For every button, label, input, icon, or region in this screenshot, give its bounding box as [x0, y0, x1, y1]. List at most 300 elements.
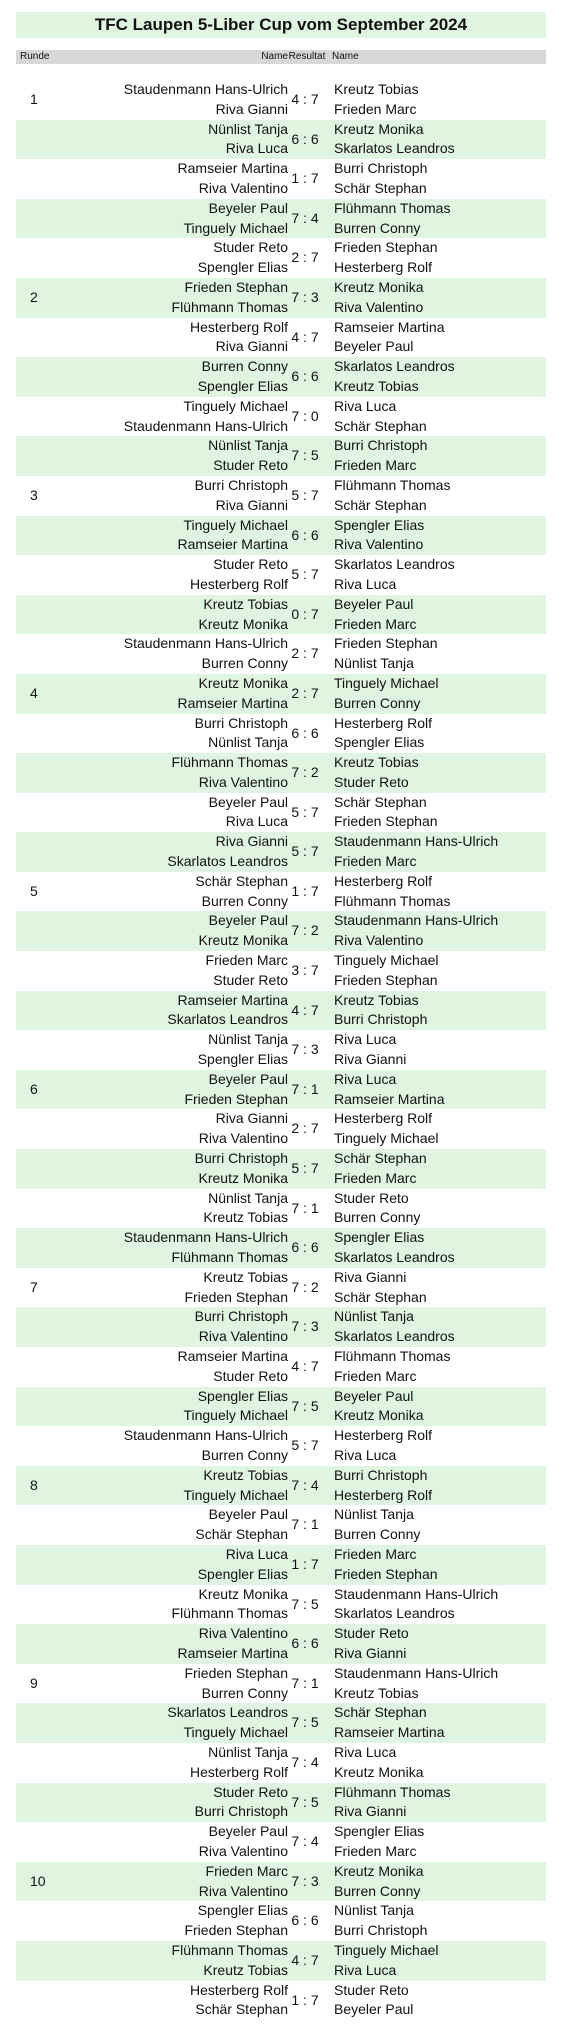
away-player-2: Riva Valentino	[334, 536, 424, 553]
away-player-2: Schär Stephan	[334, 179, 427, 196]
match-row	[16, 80, 546, 120]
match-row	[16, 436, 546, 476]
away-player-1: Nünlist Tanja	[334, 1902, 414, 1919]
away-player-2: Frieden Stephan	[334, 1565, 438, 1582]
round-number: 10	[30, 1872, 46, 1889]
away-player-1: Flühmann Thomas	[334, 1783, 451, 1800]
match-score: 7 : 0	[291, 407, 319, 424]
match-score: 2 : 7	[291, 645, 319, 662]
home-player-2: Nünlist Tanja	[208, 734, 288, 751]
away-player-1: Hesterberg Rolf	[334, 872, 433, 889]
match-score: 7 : 3	[291, 288, 319, 305]
home-player-2: Riva Luca	[225, 813, 288, 830]
match-row	[16, 911, 546, 951]
away-player-1: Studer Reto	[334, 1189, 409, 1206]
match-row	[16, 674, 546, 714]
away-player-1: Spengler Elias	[334, 1229, 425, 1246]
match-row	[16, 1941, 546, 1981]
away-player-1: Kreutz Monika	[334, 278, 424, 295]
away-player-2: Burren Conny	[334, 694, 421, 711]
match-score: 7 : 3	[291, 1872, 319, 1889]
match-row	[16, 1981, 546, 2021]
home-player-1: Burri Christoph	[194, 476, 288, 493]
away-player-2: Kreutz Monika	[334, 1763, 424, 1780]
away-player-2: Nünlist Tanja	[334, 655, 414, 672]
away-player-1: Kreutz Tobias	[334, 991, 419, 1008]
match-score: 4 : 7	[291, 91, 319, 107]
match-row	[16, 1505, 546, 1545]
home-player-1: Ramseier Martina	[177, 160, 288, 177]
away-player-1: Burri Christoph	[334, 437, 428, 454]
away-player-2: Riva Luca	[334, 1446, 397, 1463]
match-score: 5 : 7	[291, 803, 319, 820]
match-row	[16, 1664, 546, 1704]
match-score: 7 : 2	[291, 764, 319, 781]
away-player-2: Frieden Marc	[334, 1367, 417, 1384]
away-player-1: Flühmann Thomas	[334, 476, 451, 493]
home-player-2: Staudenmann Hans-Ulrich	[123, 417, 288, 434]
home-player-2: Burren Conny	[201, 892, 288, 909]
match-score: 6 : 6	[291, 1635, 319, 1652]
away-player-2: Riva Gianni	[334, 1051, 407, 1068]
home-player-2: Riva Valentino	[198, 179, 288, 196]
home-player-1: Nünlist Tanja	[208, 1031, 288, 1048]
match-score: 5 : 7	[291, 566, 319, 583]
home-player-1: Frieden Stephan	[184, 278, 288, 295]
away-player-2: Burren Conny	[334, 219, 421, 236]
away-player-2: Burren Conny	[334, 1526, 421, 1543]
away-player-2: Ramseier Martina	[334, 1090, 445, 1107]
home-player-2: Frieden Stephan	[184, 1922, 288, 1939]
match-score: 7 : 5	[291, 1793, 319, 1810]
match-row	[16, 634, 546, 674]
home-player-2: Skarlatos Leandros	[167, 853, 288, 870]
away-player-1: Nünlist Tanja	[334, 1308, 414, 1325]
home-player-1: Riva Gianni	[215, 1110, 288, 1127]
home-player-1: Skarlatos Leandros	[167, 1704, 288, 1721]
match-row	[16, 120, 546, 160]
away-player-1: Nünlist Tanja	[334, 1506, 414, 1523]
match-score: 7 : 5	[291, 1714, 319, 1731]
home-player-1: Nünlist Tanja	[208, 1743, 288, 1760]
match-score: 2 : 7	[291, 1120, 319, 1137]
home-player-2: Riva Luca	[225, 140, 288, 157]
match-score: 6 : 6	[291, 1912, 319, 1929]
away-player-1: Spengler Elias	[334, 516, 425, 533]
home-player-2: Studer Reto	[213, 971, 288, 988]
away-player-1: Kreutz Monika	[334, 1862, 424, 1879]
match-score: 7 : 1	[291, 1674, 319, 1691]
match-score: 7 : 4	[291, 1476, 319, 1493]
match-score: 0 : 7	[291, 605, 319, 622]
away-player-2: Burren Conny	[334, 1209, 421, 1226]
home-player-2: Studer Reto	[213, 457, 288, 474]
match-score: 6 : 6	[291, 724, 319, 741]
away-player-1: Skarlatos Leandros	[334, 556, 455, 573]
match-score: 1 : 7	[291, 882, 319, 899]
home-player-1: Frieden Marc	[205, 952, 288, 969]
away-player-1: Studer Reto	[334, 1981, 409, 1998]
away-player-2: Tinguely Michael	[334, 1130, 439, 1147]
away-player-2: Beyeler Paul	[334, 338, 414, 355]
match-score: 5 : 7	[291, 1437, 319, 1454]
match-row	[16, 1149, 546, 1189]
away-player-1: Kreutz Tobias	[334, 754, 419, 771]
home-player-1: Nünlist Tanja	[208, 437, 288, 454]
match-score: 2 : 7	[291, 249, 319, 266]
home-player-1: Spengler Elias	[197, 1902, 288, 1919]
away-player-2: Schär Stephan	[334, 496, 427, 513]
match-score: 1 : 7	[291, 170, 319, 187]
match-row	[16, 159, 546, 199]
home-player-2: Spengler Elias	[197, 259, 288, 276]
home-player-2: Flühmann Thomas	[171, 1605, 288, 1622]
home-player-2: Riva Gianni	[215, 100, 288, 117]
home-player-2: Studer Reto	[213, 1367, 288, 1384]
home-player-1: Staudenmann Hans-Ulrich	[123, 635, 288, 652]
home-player-2: Tinguely Michael	[183, 1724, 288, 1741]
away-player-2: Riva Gianni	[334, 1803, 407, 1820]
match-row	[16, 1189, 546, 1229]
away-player-1: Beyeler Paul	[334, 595, 414, 612]
page-title: TFC Laupen 5-Liber Cup vom September 2024	[16, 12, 546, 38]
home-player-2: Spengler Elias	[197, 1565, 288, 1582]
home-player-2: Riva Valentino	[198, 1328, 288, 1345]
match-score: 7 : 1	[291, 1516, 319, 1533]
match-row	[16, 1070, 546, 1110]
away-player-1: Riva Luca	[334, 1743, 397, 1760]
home-player-1: Beyeler Paul	[208, 1823, 288, 1840]
match-score: 7 : 5	[291, 447, 319, 464]
away-player-1: Frieden Stephan	[334, 635, 438, 652]
table-header	[16, 50, 546, 64]
home-player-1: Staudenmann Hans-Ulrich	[123, 81, 288, 97]
away-player-1: Kreutz Tobias	[334, 81, 419, 97]
away-player-2: Burri Christoph	[334, 1922, 428, 1939]
home-player-1: Schär Stephan	[195, 872, 288, 889]
away-player-2: Frieden Marc	[334, 1842, 417, 1859]
away-player-2: Burren Conny	[334, 1882, 421, 1899]
match-row	[16, 1703, 546, 1743]
home-player-2: Ramseier Martina	[177, 1644, 288, 1661]
away-player-1: Schär Stephan	[334, 793, 427, 810]
match-row	[16, 1624, 546, 1664]
home-player-2: Schär Stephan	[195, 2001, 288, 2018]
away-player-2: Riva Luca	[334, 575, 397, 592]
round-number: 8	[30, 1476, 38, 1493]
away-player-1: Hesterberg Rolf	[334, 1427, 433, 1444]
home-player-2: Hesterberg Rolf	[189, 1763, 288, 1780]
away-player-2: Spengler Elias	[334, 734, 425, 751]
away-player-1: Riva Luca	[334, 1070, 397, 1087]
header-name-right: Name	[332, 51, 359, 62]
round-number: 5	[30, 882, 38, 899]
home-player-2: Ramseier Martina	[177, 536, 288, 553]
match-row	[16, 199, 546, 239]
home-player-1: Frieden Marc	[205, 1862, 288, 1879]
match-score: 7 : 1	[291, 1080, 319, 1097]
match-score: 4 : 7	[291, 1951, 319, 1968]
match-score: 6 : 6	[291, 368, 319, 385]
home-player-1: Hesterberg Rolf	[189, 318, 288, 335]
match-score: 4 : 7	[291, 1358, 319, 1374]
home-player-1: Tinguely Michael	[183, 516, 288, 533]
match-row	[16, 1585, 546, 1625]
home-player-2: Riva Valentino	[198, 1882, 288, 1899]
match-row	[16, 1545, 546, 1585]
away-player-1: Tinguely Michael	[334, 952, 439, 969]
home-player-2: Kreutz Monika	[198, 932, 288, 949]
away-player-1: Flühmann Thomas	[334, 199, 451, 216]
home-player-1: Riva Gianni	[215, 833, 288, 850]
away-player-1: Tinguely Michael	[334, 674, 439, 691]
away-player-2: Riva Gianni	[334, 1644, 407, 1661]
match-row	[16, 476, 546, 516]
home-player-1: Studer Reto	[213, 239, 288, 256]
away-player-2: Frieden Marc	[334, 100, 417, 117]
away-player-1: Hesterberg Rolf	[334, 714, 433, 731]
away-player-1: Riva Luca	[334, 397, 397, 414]
home-player-2: Hesterberg Rolf	[189, 575, 288, 592]
away-player-1: Flühmann Thomas	[334, 1348, 451, 1364]
match-row	[16, 516, 546, 556]
match-row	[16, 1307, 546, 1347]
match-score: 5 : 7	[291, 843, 319, 860]
home-player-1: Burri Christoph	[194, 1150, 288, 1167]
match-row	[16, 753, 546, 793]
match-list	[16, 80, 546, 2020]
match-row	[16, 318, 546, 358]
away-player-1: Burri Christoph	[334, 1466, 428, 1483]
home-player-2: Tinguely Michael	[183, 1486, 288, 1503]
round-number: 3	[30, 486, 38, 503]
home-player-2: Riva Valentino	[198, 1842, 288, 1859]
home-player-1: Studer Reto	[213, 556, 288, 573]
match-score: 2 : 7	[291, 684, 319, 701]
home-player-2: Ramseier Martina	[177, 694, 288, 711]
round-number: 1	[30, 91, 38, 107]
away-player-2: Skarlatos Leandros	[334, 1249, 455, 1266]
match-row	[16, 1030, 546, 1070]
away-player-1: Tinguely Michael	[334, 1941, 439, 1958]
home-player-1: Tinguely Michael	[183, 397, 288, 414]
home-player-2: Schär Stephan	[195, 1526, 288, 1543]
match-score: 7 : 2	[291, 922, 319, 939]
away-player-2: Hesterberg Rolf	[334, 259, 433, 276]
match-score: 7 : 4	[291, 1753, 319, 1770]
home-player-2: Riva Gianni	[215, 338, 288, 355]
match-score: 1 : 7	[291, 1991, 319, 2008]
away-player-2: Schär Stephan	[334, 1288, 427, 1305]
away-player-2: Skarlatos Leandros	[334, 1605, 455, 1622]
home-player-1: Beyeler Paul	[208, 793, 288, 810]
away-player-1: Ramseier Martina	[334, 318, 445, 335]
away-player-2: Burri Christoph	[334, 1011, 428, 1028]
home-player-2: Skarlatos Leandros	[167, 1011, 288, 1028]
away-player-1: Riva Gianni	[334, 1268, 407, 1285]
match-row	[16, 278, 546, 318]
away-player-1: Beyeler Paul	[334, 1387, 414, 1404]
match-row	[16, 1347, 546, 1387]
match-score: 7 : 3	[291, 1041, 319, 1058]
home-player-2: Tinguely Michael	[183, 219, 288, 236]
match-row	[16, 1109, 546, 1149]
away-player-1: Frieden Marc	[334, 1545, 417, 1562]
match-score: 7 : 4	[291, 1833, 319, 1850]
match-row	[16, 1426, 546, 1466]
match-row	[16, 1268, 546, 1308]
match-row	[16, 793, 546, 833]
match-score: 7 : 2	[291, 1278, 319, 1295]
match-row	[16, 595, 546, 635]
home-player-2: Riva Gianni	[215, 496, 288, 513]
home-player-1: Beyeler Paul	[208, 1506, 288, 1523]
home-player-2: Kreutz Monika	[198, 615, 288, 632]
away-player-1: Staudenmann Hans-Ulrich	[334, 912, 499, 929]
home-player-1: Flühmann Thomas	[171, 754, 288, 771]
away-player-1: Hesterberg Rolf	[334, 1110, 433, 1127]
home-player-1: Ramseier Martina	[177, 991, 288, 1008]
match-row	[16, 872, 546, 912]
match-row	[16, 1466, 546, 1506]
home-player-2: Frieden Stephan	[184, 1288, 288, 1305]
away-player-2: Ramseier Martina	[334, 1724, 445, 1741]
home-player-1: Staudenmann Hans-Ulrich	[123, 1229, 288, 1246]
away-player-2: Beyeler Paul	[334, 2001, 414, 2018]
home-player-2: Kreutz Monika	[198, 1169, 288, 1186]
away-player-1: Staudenmann Hans-Ulrich	[334, 833, 499, 850]
home-player-1: Kreutz Tobias	[203, 1466, 288, 1483]
away-player-1: Schär Stephan	[334, 1704, 427, 1721]
away-player-1: Studer Reto	[334, 1625, 409, 1642]
match-row	[16, 832, 546, 872]
away-player-2: Kreutz Monika	[334, 1407, 424, 1424]
match-score: 7 : 4	[291, 209, 319, 226]
home-player-1: Beyeler Paul	[208, 912, 288, 929]
home-player-1: Kreutz Monika	[198, 1585, 288, 1602]
away-player-2: Skarlatos Leandros	[334, 1328, 455, 1345]
away-player-1: Frieden Stephan	[334, 239, 438, 256]
home-player-1: Kreutz Tobias	[203, 595, 288, 612]
home-player-1: Beyeler Paul	[208, 1070, 288, 1087]
away-player-2: Riva Valentino	[334, 932, 424, 949]
match-score: 4 : 7	[291, 328, 319, 345]
match-row	[16, 991, 546, 1031]
match-row	[16, 1783, 546, 1823]
header-runde: Runde	[20, 51, 50, 62]
round-number: 6	[30, 1080, 38, 1097]
match-row	[16, 1901, 546, 1941]
away-player-2: Riva Valentino	[334, 298, 424, 315]
home-player-1: Nünlist Tanja	[208, 1189, 288, 1206]
away-player-1: Riva Luca	[334, 1031, 397, 1048]
round-number: 2	[30, 288, 38, 305]
away-player-2: Skarlatos Leandros	[334, 140, 455, 157]
match-score: 5 : 7	[291, 1160, 319, 1177]
home-player-1: Riva Luca	[225, 1545, 288, 1562]
home-player-2: Tinguely Michael	[183, 1407, 288, 1424]
home-player-1: Kreutz Monika	[198, 674, 288, 691]
home-player-2: Spengler Elias	[197, 1051, 288, 1068]
header-name-left: Name	[261, 51, 288, 62]
home-player-2: Riva Valentino	[198, 1130, 288, 1147]
match-row	[16, 1862, 546, 1902]
home-player-2: Burri Christoph	[194, 1803, 288, 1820]
away-player-2: Frieden Marc	[334, 615, 417, 632]
away-player-2: Frieden Marc	[334, 1169, 417, 1186]
match-row	[16, 555, 546, 595]
away-player-1: Kreutz Monika	[334, 120, 424, 137]
match-row	[16, 397, 546, 437]
home-player-1: Flühmann Thomas	[171, 1941, 288, 1958]
away-player-1: Staudenmann Hans-Ulrich	[334, 1585, 499, 1602]
away-player-2: Frieden Marc	[334, 457, 417, 474]
home-player-1: Studer Reto	[213, 1783, 288, 1800]
home-player-1: Spengler Elias	[197, 1387, 288, 1404]
round-number: 9	[30, 1674, 38, 1691]
match-score: 6 : 6	[291, 526, 319, 543]
away-player-2: Frieden Marc	[334, 853, 417, 870]
match-score: 4 : 7	[291, 1001, 319, 1018]
home-player-2: Kreutz Tobias	[203, 1961, 288, 1978]
match-row	[16, 238, 546, 278]
home-player-2: Burren Conny	[201, 1446, 288, 1463]
home-player-2: Frieden Stephan	[184, 1090, 288, 1107]
match-row	[16, 714, 546, 754]
match-score: 5 : 7	[291, 486, 319, 503]
away-player-1: Skarlatos Leandros	[334, 358, 455, 375]
match-row	[16, 357, 546, 397]
round-number: 7	[30, 1278, 38, 1295]
home-player-2: Kreutz Tobias	[203, 1209, 288, 1226]
home-player-1: Riva Valentino	[198, 1625, 288, 1642]
home-player-2: Burren Conny	[201, 655, 288, 672]
match-score: 1 : 7	[291, 1555, 319, 1572]
away-player-2: Schär Stephan	[334, 417, 427, 434]
match-score: 6 : 6	[291, 130, 319, 147]
home-player-1: Hesterberg Rolf	[189, 1981, 288, 1998]
match-score: 7 : 1	[291, 1199, 319, 1216]
home-player-2: Burren Conny	[201, 1684, 288, 1701]
away-player-1: Spengler Elias	[334, 1823, 425, 1840]
home-player-1: Burren Conny	[201, 358, 288, 375]
home-player-2: Flühmann Thomas	[171, 298, 288, 315]
match-row	[16, 1228, 546, 1268]
match-row	[16, 1822, 546, 1862]
round-number: 4	[30, 684, 38, 701]
home-player-1: Nünlist Tanja	[208, 120, 288, 137]
home-player-1: Frieden Stephan	[184, 1664, 288, 1681]
away-player-2: Kreutz Tobias	[334, 377, 419, 394]
home-player-1: Kreutz Tobias	[203, 1268, 288, 1285]
away-player-1: Schär Stephan	[334, 1150, 427, 1167]
home-player-1: Burri Christoph	[194, 1308, 288, 1325]
away-player-2: Hesterberg Rolf	[334, 1486, 433, 1503]
away-player-2: Flühmann Thomas	[334, 892, 451, 909]
home-player-1: Ramseier Martina	[177, 1348, 288, 1364]
match-score: 6 : 6	[291, 1239, 319, 1256]
match-score: 7 : 5	[291, 1595, 319, 1612]
match-score: 3 : 7	[291, 962, 319, 979]
match-row	[16, 951, 546, 991]
away-player-1: Staudenmann Hans-Ulrich	[334, 1664, 499, 1681]
home-player-1: Staudenmann Hans-Ulrich	[123, 1427, 288, 1444]
home-player-2: Flühmann Thomas	[171, 1249, 288, 1266]
match-row	[16, 1743, 546, 1783]
away-player-2: Riva Luca	[334, 1961, 397, 1978]
match-score: 7 : 5	[291, 1397, 319, 1414]
match-score: 7 : 3	[291, 1318, 319, 1335]
